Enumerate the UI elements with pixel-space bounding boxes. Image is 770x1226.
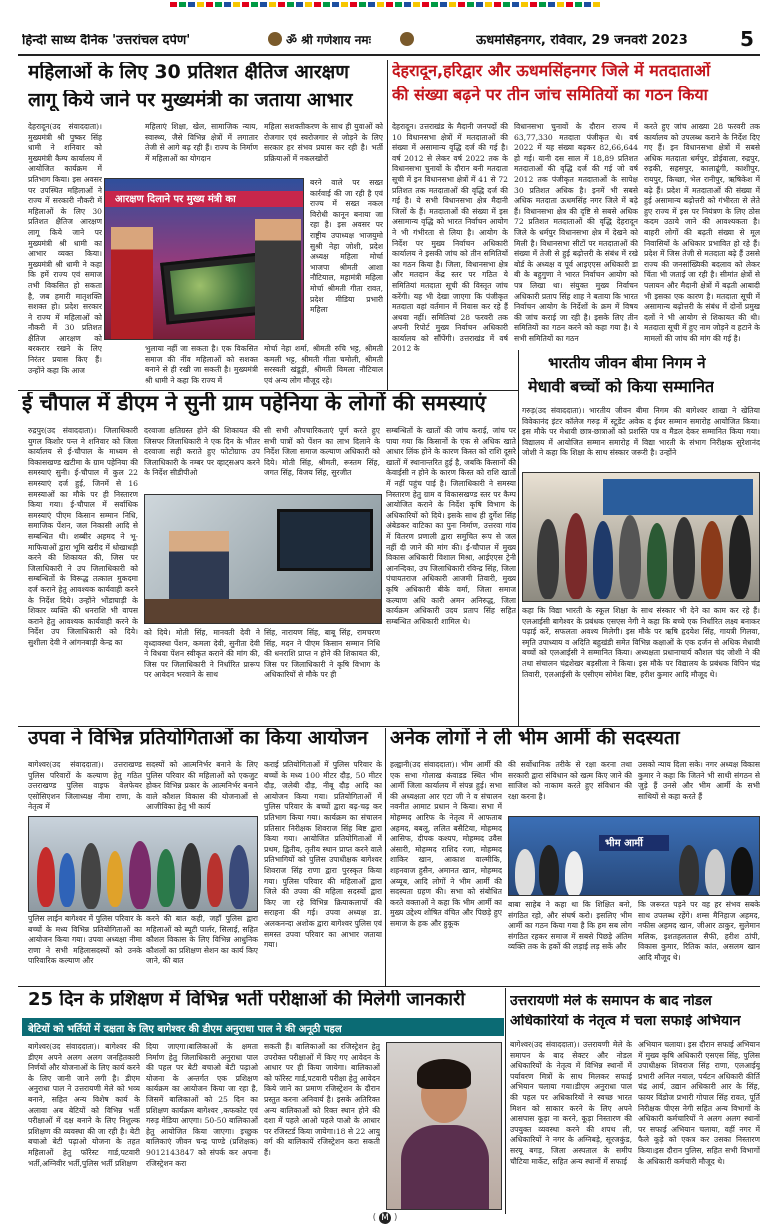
- stage-banner: [603, 479, 753, 515]
- story2-col3: करते हुए जांच आख्या 28 फरवरी तक कार्यालय को उपलब्ध कराने के निर्देश दिए गए हैं। इन विधानसभा क्षेत्रों में सबसे अधिक मतदाता धर्मपुर, डोईवाला, रुद्रपुर, रुड़की, सहसपुर, कालाढूंगी, काशीपुर, रायपुर, किच्छा, भेल रानीपुर, ऋषिकेश में बढ़े हैं। प्रदेश में मतदाताओं की संख्या में हुई असामान्य बढ़ोत्तरी को गंभीरता से लेते हुए राज्य में इस पर नियंत्रण के लिए ठोस कदम उठाये जाने की आवश्यकता है। बाहरी लोगों की बढ़ती संख्या से मूल निवासियों के अधिकार प्रभावित हो रहे हैं। प्रदेश में जिस तेजी से मतदाता बढ़े हैं उससे राज्य की जनसांख्यिकी बदलाव को लेकर चिंता भी जताई जा रही है। सीमांत क्षेत्रों से पलायन और मैदानी क्षेत्रों में बढ़ती आबादी भी इसका एक कारण है। मतदाता सूची में असामान्य बढ़ोत्तरी के संबंध में दोनों प्रमुख दलों ने भी आयोग से शिकायत की थी। मतदाता सूची में हुए नाम जोड़ने व हटाने के मामलों की जांच की मांग की गई है।: [644, 122, 760, 343]
- story2-col1: देहरादून। उत्तराखंड के मैदानी जनपदों की 10 विधानसभा क्षेत्रों में मतदाताओं की संख्या में असामान्य वृद्धि दर्ज की गई है। वर्ष 2012 से लेकर वर्ष 2022 तक के विधानसभा चुनावों के दौरान बनी मतदाता सूची में इन विधानसभा क्षेत्रों में 41 से 72 प्रतिशत तक मतदाताओं की वृद्धि दर्ज की गई है। ये सभी विधानसभा क्षेत्र मैदानी जिलों के हैं। मतदाताओं की संख्या में इस असामान्य वृद्धि को भारत निर्वाचन आयोग ने भी गंभीरता से लिया है। आयोग के निर्देश पर मुख्य निर्वाचन अधिकारी कार्यालय ने इसकी जांच को तीन समितियों का गठन किया है। जिला, विधानसभा क्षेत्र और मतदान केंद्र स्तर पर गठित ये समितियां मतदाता सूची की विस्तृत जांच करेंगी। यह भी देखा जाएगा कि पंजीकृत मतदाता वहां वर्तमान में निवास कर रहे हैं अथवा नहीं। समितियां 28 फरवरी तक अपनी रिपोर्ट मुख्य निर्वाचन अधिकारी कार्यालय को सौंपेंगी। उत्तराखंड में वर्ष 2012 के: [392, 122, 508, 354]
- footer-marker-right: ): [393, 1213, 398, 1223]
- story3-col2-bottom: को दिये। मोती सिंह, मानवती देवी ने वृध्दावस्था पेंशन, कमला देवी, सुनीता देवी ने विधवा पेंशन स्वीकृत कराने की मांग की, जिस पर जिलाधिकारी ने निर्धारित प्रारूप पर आवेदन भरवाने के साथ: [144, 628, 260, 680]
- story1-col2-bottom: भुलाया नहीं जा सकता है। एक विकसित समाज की नींव महिलाओं को सशक्त बनाने से ही रखी जा सकती है। मुख्यमंत्री श्री धामी ने कहा कि राज्य में: [145, 344, 258, 385]
- story4-headline-2: मेधावी बच्चों को किया सम्मानित: [528, 378, 715, 396]
- story1-col3-bottom: मोर्चा नेहा शर्मा, श्रीमती रुचि भट्ट, श्रीमती कमली भट्ट, श्रीमती गीता चमोली, श्रीमती सरस्वती खंडूड़ी, श्रीमती विमला नौटियाल एवं अन्य लोग मौजूद रहे।: [264, 344, 383, 385]
- story4-body: कहा कि विद्या भारती के स्कूल शिक्षा के साथ संस्कार भी देने का काम कर रहे हैं। एलआईसी बागेश्वर के प्रबंधक एसएस नेगी ने कहा कि बच्चे एक निर्धारित लक्ष्य बनाकर पढ़ाई करें, सफलता अवश्य मिलेगी। इस मौके पर ऋषि हृदयेश सिंह, गायत्री गिलवा, स्मृति उपाध्याय व अदिति बहुखंडी समेत विभिन्न कक्षाओं के एक दर्जन से अधिक मेधावी बच्चों को एलआईसी ने सम्मानित किया। अध्यक्षता प्रधानाचार्य कौशल चंद जोशी ने की तथा संचालन चंद्रशेखर बड़सीला ने किया। इस मौके पर विद्यालय के प्रबंधक विपिन चंद्र तिवारी, एलआईसी के एसीएम सोमेश बिष्ट, हरीश कुमार आदि मौजूद थे।: [522, 606, 760, 679]
- story7-headline: 25 दिन के प्रशिक्षण में विभिन्न भर्ती परीक्षाओं की मिलेगी जानकारी: [28, 990, 466, 1010]
- children-group: [29, 837, 258, 912]
- story5-col3: कराई प्रतियोगिताओं में पुलिस परिवार के बच्चों के मध्य 100 मीटर दौड़, 50 मीटर दौड़, जलेबी दौड़, नीबू दौड़ आदि का आयोजन किया गया। प्रतियोगिताओं में पुलिस परिवार के बच्चों द्वारा बढ़-चढ़ कर प्रतिभाग किया गया। कार्यक्रम का संचालन प्रतिसार निरीक्षक शिवराज सिंह बिष्ट द्वारा किया गया। आयोजित प्रतियोगिताओं में प्रथम, द्वितीय, तृतीय स्थान प्राप्त करने वाले प्रतिभागियों को पुलिस उपाधीक्षक बागेश्वर शिवराज सिंह राणा द्वारा पुरस्कृत किया गया। पुलिस परिवार की महिलाओं द्वारा जिले की उपवा की महिला सदस्यों द्वारा किए जा रहे विभिन्न क्रियाकलापों की सराहना की गई। उपवा अध्यक्ष डा. अलकनन्दा अशोक द्वारा बागेश्वर पुलिस एवं समस्त उपवा परिवार का आभार जताया गया।: [264, 760, 382, 950]
- ganesh-icon: [268, 32, 282, 46]
- registration-bar-top: [170, 2, 600, 7]
- story1-headline-1: महिलाओं के लिए 30 प्रतिशत क्षैतिज आरक्षण: [28, 62, 349, 83]
- invocation: ॐ श्री गणेशाय नमः: [286, 34, 372, 47]
- story4-photo: [522, 472, 760, 602]
- person-figure-man: [255, 219, 301, 339]
- footer-markers: [340, 1212, 430, 1224]
- story1-col2-top: महिलाएं शिक्षा, खेल, सामाजिक न्याय, स्वास्थ्य, जैसे विभिन्न क्षेत्रों में लगातार तेजी से आगे बढ़ रही हैं। राज्य के निर्माण में महिलाओं का योगदान: [145, 122, 258, 163]
- story8-col1: बागेश्वर(उद संवाददाता)। उत्तरायणी मेले के समापन के बाद सेक्टर और नोडल अधिकारियों के नेतृत्व में विभिन्न स्थानों में पर्यावरण मित्रों के साथ मिलकर सफाई अभियान चलाया गया।डीएम अनुराधा पाल की पहल पर अधिकारियों ने स्वच्छ भारत मिशन को साकार करने के लिए अपने आसपास कूड़ा ना करने, कूड़ा निस्तारण की उपयुक्त व्यवस्था करने की शपथ ली, अधिकारियों ने नगर के अग्निबड़े, सूरजकुंड, सरयू बगड़, जिला अस्पताल के समीप चौटिया मार्केट, सहित अन्य स्थानों में सफाई: [510, 1040, 632, 1166]
- story4-intro: गरुड़(उद संवाददाता)। भारतीय जीवन बीमा निगम की बागेश्वर शाखा ने खेतिया विवेकानंद इंटर कॉलेज गरुड़ में स्टूडेंट अवेक द ईयर सम्मान समारोह आयोजित किया। इस मौके पर मेधावी छात्र-छात्राओं को प्रशस्ति पत्र व मैडल देकर सम्मानित किया गया। विद्यालय में आयोजित सम्मान समारोह में विद्या भारती के संभाग निरीक्षक सुरेशानंद जोशी ने कहा कि शिक्षा के साथ संस्कार जरूरी है। उन्होंने: [522, 406, 760, 458]
- divider-v2: [518, 350, 519, 726]
- story6-headline: अनेक लोगों ने ली भीम आर्मी की सदस्यता: [390, 728, 680, 749]
- story5-col2: सदस्यों को आत्मनिर्भर बनाने के लिए पुलिस परिवार की महिलाओं को एकजुट होकर विभिन्न प्रकार के आत्मनिर्भर बनाने वाले कौशल विकास की योजनाओं से आजीविका हेतु भी कार्य: [146, 760, 258, 812]
- story2-headline-1: देहरादून,हरिद्वार और ऊधमसिंहनगर जिले में मतदाताओं: [392, 62, 711, 80]
- members-group: [509, 843, 760, 896]
- story1-col1: देहरादून(उद संवाददाता)। मुख्यमंत्री श्री पुष्कर सिंह धामी ने शनिवार को मुख्यमंत्री कैम्प कार्यालय में आयोजित कार्यक्रम में प्रतिभाग किया। इस अवसर पर उपस्थित महिलाओं ने राज्य में सरकारी नौकरी में महिलाओं के लिए 30 प्रतिशत क्षैतिज आरक्षण लागू किये जाने पर मुख्यमंत्री श्री धामी का आभार व्यक्त किया। मुख्यमंत्री श्री धामी ने कहा कि हमें राज्य एवं समाज तभी विकसित हो सकता है, जब हमारी मातृशक्ति सशक्त हो। प्रदेश सरकार ने राज्य में महिलाओं को नौकरी में 30 प्रतिशत क्षैतिज आरक्षण को बरकरार रखने के लिए निरंतर प्रयास किए हैं। उन्होंने कहा कि आज: [28, 122, 102, 375]
- story1-headline-2: लागू किये जाने पर मुख्यमंत्री का जताया आभार: [28, 90, 353, 111]
- paper-name: हिन्दी साध्य दैनिक 'उत्तरांचल दर्पण': [22, 34, 191, 48]
- story4-headline-1: भारतीय जीवन बीमा निगम ने: [548, 355, 706, 372]
- story6-photo-banner: भीम आर्मी: [599, 835, 669, 851]
- story1-col3-top: महिला सशक्तीकरण के साथ ही युवाओं को रोजगार एवं स्वरोजगार से जोड़ने के लिए सरकार हर संभव प्रयास कर रही है। भर्ती प्रक्रियाओं में नकलखोरों: [264, 122, 383, 163]
- story6-col1: हल्द्वानी(उद संवाददाता)। भीम आर्मी की एक सभा गोलाख कंवाडड स्थित भीम आर्मी जिला कार्यालय में संपन्न हुई। सभा की अध्यक्षता आर एटा जी ने व संचालन नवनीत आमाट प्रधान ने किया। सभा में मोहम्मद आरिफ के नेतृत्व में आफताब अहमद, बबलू, ललित बसैटिया, मोहम्मद आसिफ, दीपक कश्यप, मोहम्मद उवैस अंसारी, मोहम्मद राशिद रजा, मोहम्मद शाकिर खान, आकाश वाल्मीकि, शहनवाज हुसैन, अमानत खान, मोहम्मद अय्यूब, आदि लोगों ने भीम आर्मी की सदस्यता ग्रहण की। सभा को संबोधित करते वक्ताओं ने कहा कि भीम आर्मी का मुख्य उद्देश्य शोषित वंचित और पिछड़े हुए समाज के हक और हुकूक: [390, 760, 502, 928]
- story7-photo: [386, 1042, 502, 1210]
- header-rule: [18, 54, 760, 56]
- dm-portrait-hair: [417, 1059, 471, 1089]
- story3-col3-top: सी सभी औपचारिकताएं पूर्ण करते हुए सभी पात्रों को पेंशन का लाभ दिलाने के निर्देश जिला समाज कल्याण अधिकारी को दिये। मोती सिंह, श्रीमती, रूस्तम सिंह, जगत सिंह, विजय सिंह, सुरजीत: [264, 426, 380, 478]
- divider-h3: [18, 986, 760, 987]
- story6-col3-bottom: कि जरूरत पड़ने पर वह हर संभव सबके साथ उपलब्ध रहेंगे। शम्स मैनिहाज अहमद, नफीस अहमद खान, जीआर ठाकुर, सुलेमान मलिक, इशतहलताल सैफी, हरीश ठांपी, विकास कुमार, रितिक कांत, असलम खान आदि मौजूद थे।: [638, 900, 760, 962]
- divider-v3: [385, 728, 386, 986]
- dateline: ऊधमसिंहनगर, रविवार, 29 जनवरी 2023: [476, 34, 688, 48]
- story2-headline-2: की संख्या बढ़ने पर तीन जांच समितियों का गठन किया: [392, 86, 708, 104]
- story3-photo: [144, 494, 382, 624]
- story7-col2: दिया जाएगा।बालिकाओं के क्षमता निर्माण हेतु जिलाधिकारी अनुराधा पाल की पहल पर बेटी बचाओ बेटी पढ़ाओ योजना के अन्तर्गत एक प्रशिक्षण कार्यक्रम का आयोजन किया जा रहा है, जिसमें बालिकाओं को 25 दिन का प्रशिक्षण कार्यक्रम बागेश्वर ,कफकोट एवं गरुड़ मेडिया आएगा। 50-50 बालिकाओं हेतु आयोजित किया जाएगा। इच्छुक बालिकाएं जीवन चन्द्र पाण्डे (प्रशिक्षक) 9012143847 को संपर्क कर अपना रजिस्ट्रेशन करा: [146, 1042, 258, 1168]
- story6-col2-bottom: बाबा साहेब ने कहा था कि शिक्षित बनो, संगठित रहो, और संघर्ष करो। इसलिए भीम आर्मी का गठन किया गया है कि हम सब लोग संगठित रहकर समाज में सबसे पिछड़े अंतिम व्यक्ति तक के हकों की लड़ाई लड़ सकें और: [508, 900, 632, 952]
- divider-h2: [18, 726, 760, 727]
- award-group: [523, 513, 760, 602]
- story6-photo: [508, 816, 760, 896]
- story7-col1: बागेश्वर(उद संवाददाता)। बागेश्वर की डीएम अपने अलग अलग जनहितकारी निर्णयों और योजनाओं के लिए कार्य करने के लिए जानी जाने लगी है। डीएम अनुराधा पाल ने उत्तरायणी मेले को भव्य बनाने, सहित अन्य विशेष कार्य के अलावा अब बेटियों को विभिन्न भर्ती परीक्षाओं में दक्ष बनाने के लिए निशुल्क प्रशिक्षण की व्यवस्था की जा रही है। बेटी बचाओ बेटी पढ़ाओ योजना के तहत महिलाओं हेतु फॉरेस्ट गार्ड,पटवारी भर्ती,अग्निवीर भर्ती,पुलिस भर्ती प्रशिक्षण: [28, 1042, 140, 1168]
- ganesh-icon-right: [400, 32, 414, 46]
- story1-col3-side: बरने वाले पर सख्त कार्रवाई की जा रही है एवं राज्य में सख्त नकल विरोधी कानून बनाया जा रहा है। इस अवसर पर राष्ट्रीय उपाध्यक्ष भाजयुमो सुश्री नेहा जोशी, प्रदेश अध्यक्ष महिला मोर्चा भाजपा श्रीमती आशा नौटियाल, महामंत्री महिला मोर्चा श्रीमती गीता रावत, प्रदेश मीडिया प्रभारी महिला: [310, 178, 383, 315]
- footer-marker-left: (: [372, 1213, 377, 1223]
- story7-col3: सकती हैं। बालिकाओं का रजिस्ट्रेशन हेतु उपरोक्त परीक्षाओं में किए गए आवेदन के आधार पर ही किया जायेगा। बालिकाओं को फॉरेस्ट गार्ड,पटवारी परीक्षा हेतु आवेदन किये जाने का प्रमाण रजिस्ट्रेशन के दौरान प्रस्तुत करना अनिवार्य है। इसके अतिरिक्त अन्य बालिकाओं को रिक्त स्थान होने की दशा में पहले आओ पहले पाओ के आधार पर रजिस्टर्ड किया जायेगा।18 से 22 आयु वर्ग की बालिकायें रजिस्ट्रेशन करा सकती हैं।: [264, 1042, 380, 1157]
- masthead: [0, 8, 770, 58]
- divider-v1: [387, 60, 388, 390]
- story6-col2: की सर्वोधानिक तरीके से रक्षा करना तथा सरकारी द्वारा संविधान को खत्म किए जाने की साजिश को नाकाम करते हुए संविधान की रक्षा करना है।: [508, 760, 632, 801]
- desk: [145, 599, 382, 624]
- story6-col3: उसको न्याय दिला सके। नगर अध्यक्ष विकास कुमार ने कहा कि जितने भी साथी संगठन से जुड़े हैं उनसे और भीम आर्मी के सभी साथियों से कहा करते हैं: [638, 760, 760, 801]
- story3-col1: रुद्रपुर(उद संवाददाता)। जिलाधिकारी युगल किशोर पन्त ने शनिवार को जिला कार्यालय से ई-चौपाल के माध्यम से विकासखण्ड खटीमा के ग्राम पहेनिया की समस्याएं सुनी। ई-चौपाल में कुल 22 समस्याएं दर्ज हुई, जिनमें से 16 समस्याओं का मौके पर ही निस्तारण किया गया। ई-चौपाल में सर्वाधिक समस्याएं पीएम किसान सम्मान निधि, समाजिक पेंशन, जल निकासी आदि से सम्बन्धित थी। शब्बीर अहमद ने भू-माफियाओं द्वारा भूमि खरीद में धोखाधड़ी करने की शिकायत की, जिस पर जिलाधिकारी ने उप जिलाधिकारी को सम्बन्धितों के विरूद्ध तत्काल मुकदमा दर्ज कराने हेतु आवश्यक कार्यवाही करने के निर्देश दिये। उन्होंने भोंडाघाड़ी के शिकार व्यक्ति की धनराशि भी वापस कराने हेतु आवश्यक कार्यवाही करने के निर्देश उप जिलाधिकारी को दिये। सुशीला देवी ने आंगनबाड़ी केन्द्र का: [28, 426, 138, 647]
- page-number: 5: [740, 28, 754, 51]
- story7-banner: बेटियों को भर्तियों में दक्षता के लिए बागेश्वर की डीएम अनुराधा पाल ने की अनूठी पहल: [22, 1018, 504, 1036]
- divider-v4: [505, 988, 506, 1214]
- story8-col2: अभियान चलाया। इस दौरान सफाई अभियान में मुख्य कृषि अधिकारी एसएस सिंह, पुलिस उपाधीक्षक शिवराज सिंह राणा, एलआईयू प्रभारी अनिल नयाल, पर्यटन अधिकारी कीर्ति चंद्र आर्य, उद्यान अधिकारी आर के सिंह, फायर विंडोज प्रभारी गोपाल सिंह रावत, पूर्ति निरीक्षक पीएस नेगी सहित अन्य विभागों के अधिकारी कर्मचारियों ने अलग अलग स्थानों पर सफाई अभियान चलाया, वहीं नगर में फैले कूड़े को एकत्र कर उसका निस्तारण किया।इस दौरान पुलिस, सहित सभी विभागों के अधिकारी कर्मचारी मौजूद थे।: [638, 1040, 760, 1166]
- story3-headline: ई चौपाल में डीएम ने सुनी ग्राम पहेनिया के लोगों की समस्याएं: [22, 392, 486, 415]
- monitor-screen: [277, 509, 373, 571]
- story3-col2-top: दरवाजा क्षतिग्रस्त होने की शिकायत की जिसपर जिलाधिकारी ने एक दिन के भीतर दरवाजा सही कराते हुए फोटोग्राफ उप जिलाधिकारी के नम्बर पर व्हाट्सअप करने के निर्देश सीडीपीओ: [144, 426, 260, 478]
- story3-col3-bottom: सिंह, नारायण सिंह, बाबू सिंह, रामचरण सिंह, मदन ने पीएम किसान सम्मान निधि की धनराशि प्राप्त न होने की शिकायत की, जिस पर जिलाधिकारी ने कृषि विभाग के अधिकारियों से मौके पर ही: [264, 628, 380, 680]
- story8-headline-2: अधिकारियों के नेतृत्व में चला सफाई अभियान: [510, 1014, 741, 1029]
- story3-col4: सम्बन्धितों के खातों की जांच कराई, जांच पर पाया गया कि किसानों के एक से अधिक खाते आधार लिंक होने के कारण किस्त को राशि दूसरे खातों में स्थानान्तरित हुई है, जबकि किसानों की केवाईसी न होने के कारण किस्त को राशि खातों में नहीं पहुंच पाई है। जिलाधिकारी ने समस्या निस्तारण हेतु ग्राम व विकासखण्ड स्तर पर कैम्प आयोजित कराने के निर्देश कृषि विभाग के अधिकारियों को दिये। इसके साथ ही दुर्गेश सिंह अंबेडकर वाटिका का पुनः निर्माण, उत्तरवा गांव में वितरण प्रणाली द्वारा समुचित रूप से जल नहीं दी जाने की मांग की। ई-चौपाल में मुख्य विकास अधिकारी विशाल मिश्रा, आईएएस ट्रेनी आनन्दिका, उप जिलाधिकारी रविन्द्र सिंह, जिला पंचायतराज अधिकारी आजमी तिवारी, मुख्य कृषि अधिकारी बीके वर्मा, जिला समाज कल्याण अधि कारी अमन अनिरुद्ध, जिला कार्यक्रम अधिकारी उदय प्रताप सिंह सहित सम्बन्धित अधिकारी शामिल थे।: [386, 426, 516, 626]
- story5-photo: [28, 816, 258, 912]
- story1-photo: [104, 178, 304, 340]
- story5-headline: उपवा ने विभिन्न प्रतियोगिताओं का किया आयोजन: [28, 728, 368, 749]
- divider-h1: [18, 390, 518, 391]
- footer-marker-center: M: [379, 1212, 391, 1224]
- story5-col2-bottom: करने की बात कही, जहाँ पुलिस द्वारा महिलाओं को ब्यूटी पार्लर, सिलाई, सहित कौशल विकास के लिए विभिन्न आधुनिक कौशलों का प्रशिक्षण सेशन का कार्य किए जाने, की बात: [146, 914, 258, 966]
- story5-col1: बागेश्वर(उद संवाददाता)। उत्तराखण्ड पुलिस परिवारों के कल्याण हेतु गठित उत्तराखण्ड पुलिस वाइफ वेलफेयर एसोसिएशन जिलाध्यक्ष नीमा राणा, के नेतृत्व में: [28, 760, 142, 812]
- story2-col2: विधानसभा चुनावों के दौरान राज्य में 63,77,330 मतदाता पंजीकृत थे। वर्ष 2022 में यह संख्या बढ़कर 82,66,644 हो गई। यानी दस साल में 18,89 प्रतिशत मतदाताओं की वृद्धि दर्ज की गई जो वर्ष 2012 तक पंजीकृत मतदाताओं के सापेक्ष 30 प्रतिशत अधिक है। इनमें भी सबसे अधिक मतदाता ऊधमसिंह नगर जिले में बढ़े हैं। विधानसभा क्षेत्र की दृष्टि से सबसे अधिक 72 प्रतिशत मतदाताओं की वृद्धि देहरादून जिले के धर्मपुर विधानसभा क्षेत्र में देखने को मिली है। विधानसभा सीटों पर मतदाताओं की संख्या में तेजी से हुई बढ़ोत्तरी के संबंध में रखे बोर्ड के अध्यक्ष व पूर्व आइएएस अधिकारी डा बी के बहुगुणा ने भारत निर्वाचन आयोग को पत्र लिखा था। संयुक्त मुख्य निर्वाचन अधिकारी प्रताप सिंह शाह ने बताया कि भारत निर्वाचन आयोग के निर्देशों के क्रम में विषय की जांच कराई जा रही है। इसके लिए तीन समितियों का गठन करने को कहा गया है। ये सभी समितियों का गठन: [514, 122, 638, 343]
- story5-col1-bottom: पुलिस लाईन बागेश्वर में पुलिस परिवार के बच्चों के मध्य विभिन्न प्रतियोगिताओं का आयोजन किया गया। उपवा अध्यक्षा नीमा राणा ने सभी महिलासदस्यों को उनके पारिवारिक कल्याण और: [28, 914, 142, 966]
- dm-portrait-body: [401, 1125, 489, 1210]
- story1-photo-banner: आरक्षण दिलाने पर मुख्य मंत्री का: [105, 191, 304, 207]
- story8-headline-1: उत्तरायणी मेले के समापन के बाद नोडल: [510, 994, 712, 1009]
- person-figure-woman: [111, 227, 153, 339]
